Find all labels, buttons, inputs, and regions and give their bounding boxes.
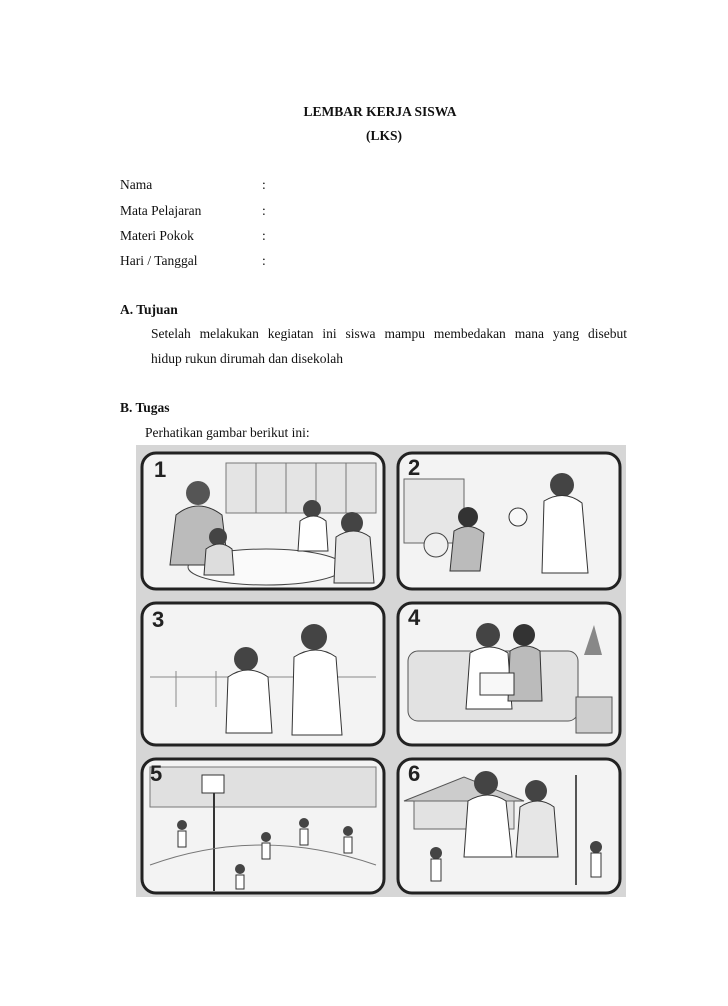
panel-number-2: 2: [408, 455, 421, 480]
panel-number-6: 6: [408, 761, 421, 786]
field-label: Nama: [120, 177, 153, 192]
section-b-instruction: Perhatikan gambar berikut ini:: [145, 425, 310, 440]
panel-1-family-meal: [142, 453, 384, 589]
field-row-materi-pokok: [120, 228, 266, 244]
panel-number-3: 3: [152, 607, 165, 632]
field-row-hari-tanggal: [120, 253, 266, 269]
illustration-grid: [136, 445, 626, 897]
section-a-text-line1: Setelah melakukan kegiatan ini siswa mampu membedakan mana yang disebut: [151, 326, 627, 341]
field-row-mata-pelajaran: [120, 203, 266, 219]
section-a-text-line2: hidup rukun dirumah dan disekolah: [151, 351, 343, 366]
field-colon: :: [262, 203, 266, 218]
worksheet-subtitle: (LKS): [365, 128, 402, 143]
field-label: Mata Pelajaran: [120, 203, 202, 218]
field-label: Materi Pokok: [120, 228, 194, 243]
panel-number-5: 5: [150, 761, 163, 786]
field-colon: :: [262, 177, 266, 192]
panel-number-1: 1: [154, 457, 167, 482]
panel-2-children-doll: [398, 453, 620, 589]
section-b-heading: B. Tugas: [120, 400, 170, 415]
field-colon: :: [262, 253, 266, 268]
panel-3-boys-arguing: [142, 603, 384, 745]
panel-6-schoolyard-fight: [398, 759, 620, 893]
panel-5-basketball-court: [142, 759, 384, 893]
field-row-nama: [120, 177, 266, 193]
field-colon: :: [262, 228, 266, 243]
section-a-heading: A. Tujuan: [120, 302, 178, 317]
worksheet-title: LEMBAR KERJA SISWA: [303, 104, 457, 119]
panel-4-siblings-reading: [398, 603, 620, 745]
panel-number-4: 4: [408, 605, 421, 630]
field-label: Hari / Tanggal: [120, 253, 198, 268]
